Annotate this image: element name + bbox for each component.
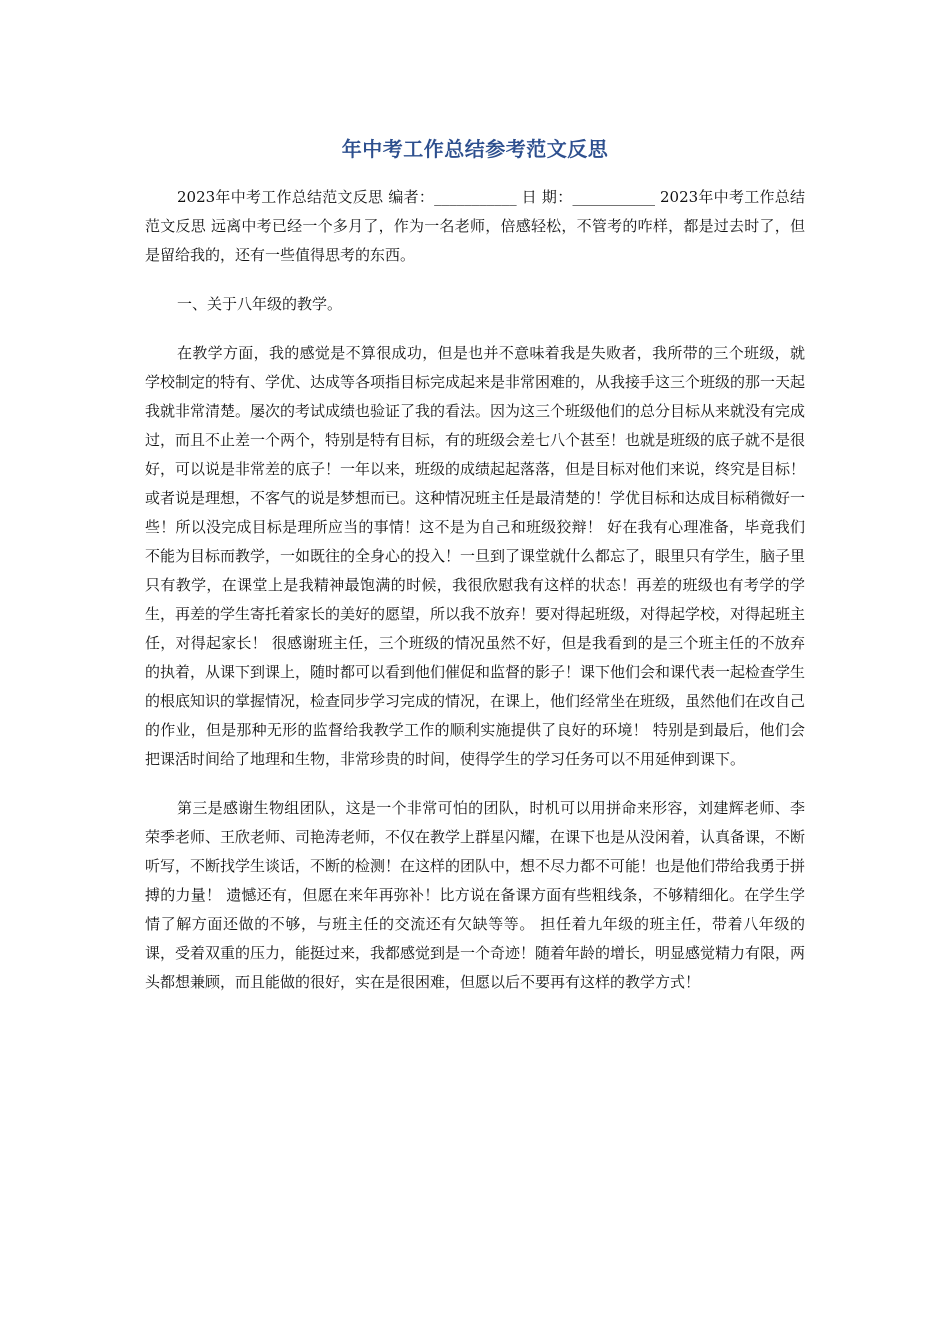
document-title: 年中考工作总结参考范文反思 <box>341 137 609 161</box>
paragraph-teaching: 在教学方面，我的感觉是不算很成功，但是也并不意味着我是失败者，我所带的三个班级，就学校制定的特有、学优、达成等各项指目标完成起来是非常困难的，从我接手这三个班级的那一天起我就非常清楚。屡次的考试成绩也验证了我的看法。因为这三个班级他们的总分目标从来就没有完成过，而且不止差一个两个，特别是特有目标，有的班级会差七八个甚至！也就是班级的底子就不是很好，可以说是非常差的底子！一年以来，班级的成绩起起落落，但是目标对他们来说，终究是目标！或者说是理想，不客气的说是梦想而已。这种情况班主任是最清楚的！学优目标和达成目标稍微好一些！所以没完成目标是理所应当的事情！这不是为自己和班级狡辩！ 好在我有心理准备，毕竟我们不能为目标而教学，一如既往的全身心的投入！一旦到了课堂就什么都忘了，眼里只有学生，脑子里只有教学，在课堂上是我精神最饱满的时候，我很欣慰我有这样的状态！再差的班级也有考学的学生，再差的学生寄托着家长的美好的愿望，所以我不放弃！要对得起班级，对得起学校，对得起班主任，对得起家长！ 很感谢班主任，三个班级的情况虽然不好，但是我看到的是三个班主任的不放弃的执着，从课下到课上，随时都可以看到他们催促和监督的影子！课下他们会和课代表一起检查学生的根底知识的掌握情况，检查同步学习完成的情况，在课上，他们经常坐在班级，虽然他们在改自己的作业，但是那种无形的监督给我教学工作的顺利实施提供了良好的环境！ 特别是到最后，他们会把课活时间给了地理和生物，非常珍贵的时间，使得学生的学习任务可以不用延伸到课下。 <box>145 344 806 768</box>
document-body <box>145 183 805 1017</box>
paragraph-intro: 2023年中考工作总结范文反思 编者：___________ 日 期：___________ 2023年中考工作总结范文反思 远离中考已经一个多月了，作为一名老师，倍感轻松，不管考的咋样，都是过去时了，但是留给我的，还有一些值得思考的东西。 <box>145 188 805 264</box>
paragraph-team-reflection: 第三是感谢生物组团队，这是一个非常可怕的团队，时机可以用拼命来形容，刘建辉老师、李荣季老师、王欣老师、司艳涛老师，不仅在教学上群星闪耀，在课下也是从没闲着，认真备课，不断听写，不断找学生谈话，不断的检测！在这样的团队中，想不尽力都不可能！也是他们带给我勇于拼搏的力量！ 遗憾还有，但愿在来年再弥补！比方说在备课方面有些粗线条，不够精细化。在学生学情了解方面还做的不够，与班主任的交流还有欠缺等等。 担任着九年级的班主任，带着八年级的课，受着双重的压力，能挺过来，我都感觉到是一个奇迹！随着年龄的增长，明显感觉精力有限，两头都想兼顾，而且能做的很好，实在是很困难，但愿以后不要再有这样的教学方式！ <box>145 799 806 991</box>
paragraph-section-heading: 一、关于八年级的教学。 <box>177 295 343 313</box>
